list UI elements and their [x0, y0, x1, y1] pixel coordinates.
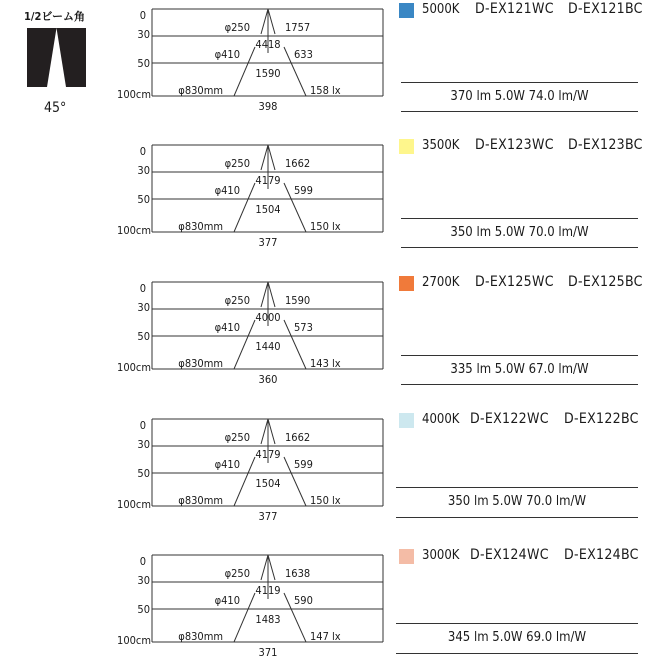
model-number-white: D-EX122WC — [470, 411, 549, 427]
rule-line — [401, 384, 638, 385]
model-number-black: D-EX125BC — [568, 274, 643, 290]
beam-cone-line — [268, 9, 275, 34]
rule-line — [401, 247, 638, 248]
model-number-white: D-EX123WC — [475, 137, 554, 153]
depth-label-50: 50 — [137, 57, 150, 70]
diameter-30cm: φ250 — [224, 157, 250, 170]
beam-cone-line — [261, 282, 268, 307]
diameter-50cm: φ410 — [214, 184, 240, 197]
illuminance-diagram — [0, 273, 390, 393]
lower-illuminance: 1504 — [255, 203, 281, 216]
depth-label-100: 100cm — [117, 224, 151, 237]
illuminance-diagram — [0, 0, 390, 120]
model-number-black: D-EX123BC — [568, 137, 643, 153]
performance-spec: 350 lm 5.0W 70.0 lm/W — [447, 494, 587, 509]
lower-illuminance: 1483 — [255, 613, 281, 626]
rule-line — [396, 623, 638, 624]
base-illuminance: 377 — [258, 510, 278, 523]
depth-label-30: 30 — [137, 28, 150, 41]
diameter-50cm: φ410 — [214, 594, 240, 607]
illuminance-100cm: 150 lx — [310, 494, 341, 507]
depth-label-50: 50 — [137, 330, 150, 343]
illuminance-diagram — [0, 136, 390, 256]
base-illuminance: 371 — [258, 646, 278, 659]
diameter-100cm: φ830mm — [178, 357, 223, 370]
depth-label-30: 30 — [137, 438, 150, 451]
depth-label-50: 50 — [137, 603, 150, 616]
illuminance-diagram — [0, 410, 390, 530]
illuminance-diagram — [0, 546, 390, 666]
performance-spec: 350 lm 5.0W 70.0 lm/W — [450, 225, 589, 240]
rule-line — [396, 653, 638, 654]
beam-cone-line — [268, 282, 275, 307]
depth-label-0: 0 — [139, 9, 146, 22]
performance-spec: 345 lm 5.0W 69.0 lm/W — [447, 630, 587, 645]
illuminance-100cm: 147 lx — [310, 630, 341, 643]
center-illuminance: 4000 — [255, 311, 281, 324]
product-spec-block — [0, 410, 667, 530]
performance-spec: 335 lm 5.0W 67.0 lm/W — [450, 362, 589, 377]
depth-label-0: 0 — [139, 145, 146, 158]
illuminance-100cm: 150 lx — [310, 220, 341, 233]
illuminance-50cm: 599 — [294, 184, 313, 197]
depth-label-0: 0 — [139, 282, 146, 295]
depth-label-30: 30 — [137, 301, 150, 314]
beam-cone-line — [261, 419, 268, 444]
illuminance-50cm: 599 — [294, 458, 313, 471]
depth-label-30: 30 — [137, 574, 150, 587]
color-swatch — [399, 549, 414, 564]
rule-line — [396, 487, 638, 488]
color-temperature: 4000K — [422, 412, 460, 427]
beam-angle-title: 1/2ビーム角 — [24, 10, 85, 23]
illuminance-30cm: 1757 — [285, 21, 311, 34]
model-number-black: D-EX122BC — [564, 411, 639, 427]
rule-line — [396, 517, 638, 518]
diameter-100cm: φ830mm — [178, 630, 223, 643]
lower-illuminance: 1440 — [255, 340, 281, 353]
depth-label-50: 50 — [137, 193, 150, 206]
diameter-100cm: φ830mm — [178, 494, 223, 507]
illuminance-50cm: 633 — [294, 48, 313, 61]
rule-line — [401, 82, 638, 83]
color-temperature: 5000K — [422, 2, 460, 17]
model-number-white: D-EX121WC — [475, 1, 554, 17]
rule-line — [401, 218, 638, 219]
color-temperature: 2700K — [422, 275, 460, 290]
beam-cone-line — [261, 9, 268, 34]
illuminance-50cm: 590 — [294, 594, 313, 607]
diameter-30cm: φ250 — [224, 294, 250, 307]
diameter-100cm: φ830mm — [178, 84, 223, 97]
product-spec-block — [0, 0, 667, 120]
illuminance-30cm: 1638 — [285, 567, 311, 580]
model-number-white: D-EX125WC — [475, 274, 554, 290]
color-swatch — [399, 139, 414, 154]
center-illuminance: 4179 — [255, 448, 281, 461]
depth-label-100: 100cm — [117, 634, 151, 647]
illuminance-100cm: 143 lx — [310, 357, 341, 370]
color-swatch — [399, 413, 414, 428]
diameter-30cm: φ250 — [224, 21, 250, 34]
beam-cone-line — [268, 145, 275, 170]
rule-line — [401, 355, 638, 356]
depth-label-30: 30 — [137, 164, 150, 177]
base-illuminance: 360 — [258, 373, 278, 386]
illuminance-50cm: 573 — [294, 321, 313, 334]
model-number-white: D-EX124WC — [470, 547, 549, 563]
beam-angle-value: 45° — [44, 100, 67, 116]
diameter-30cm: φ250 — [224, 567, 250, 580]
product-spec-block — [0, 273, 667, 393]
depth-label-100: 100cm — [117, 498, 151, 511]
beam-cone-line — [261, 555, 268, 580]
center-illuminance: 4418 — [255, 38, 281, 51]
beam-cone-line — [261, 145, 268, 170]
color-temperature: 3500K — [422, 138, 460, 153]
center-illuminance: 4179 — [255, 174, 281, 187]
beam-cone-line — [268, 555, 275, 580]
depth-label-100: 100cm — [117, 88, 151, 101]
diameter-100cm: φ830mm — [178, 220, 223, 233]
color-temperature: 3000K — [422, 548, 460, 563]
rule-line — [401, 111, 638, 112]
center-illuminance: 4119 — [255, 584, 281, 597]
base-illuminance: 377 — [258, 236, 278, 249]
product-spec-block — [0, 136, 667, 256]
lower-illuminance: 1590 — [255, 67, 281, 80]
diameter-50cm: φ410 — [214, 458, 240, 471]
performance-spec: 370 lm 5.0W 74.0 lm/W — [450, 89, 589, 104]
depth-label-0: 0 — [139, 555, 146, 568]
depth-label-0: 0 — [139, 419, 146, 432]
model-number-black: D-EX121BC — [568, 1, 643, 17]
model-number-black: D-EX124BC — [564, 547, 639, 563]
depth-label-50: 50 — [137, 467, 150, 480]
depth-label-100: 100cm — [117, 361, 151, 374]
color-swatch — [399, 276, 414, 291]
diameter-50cm: φ410 — [214, 321, 240, 334]
beam-cone-line — [268, 419, 275, 444]
illuminance-100cm: 158 lx — [310, 84, 341, 97]
lower-illuminance: 1504 — [255, 477, 281, 490]
diameter-50cm: φ410 — [214, 48, 240, 61]
product-spec-block — [0, 546, 667, 666]
base-illuminance: 398 — [258, 100, 278, 113]
diameter-30cm: φ250 — [224, 431, 250, 444]
color-swatch — [399, 3, 414, 18]
illuminance-30cm: 1590 — [285, 294, 311, 307]
illuminance-30cm: 1662 — [285, 431, 311, 444]
illuminance-30cm: 1662 — [285, 157, 311, 170]
